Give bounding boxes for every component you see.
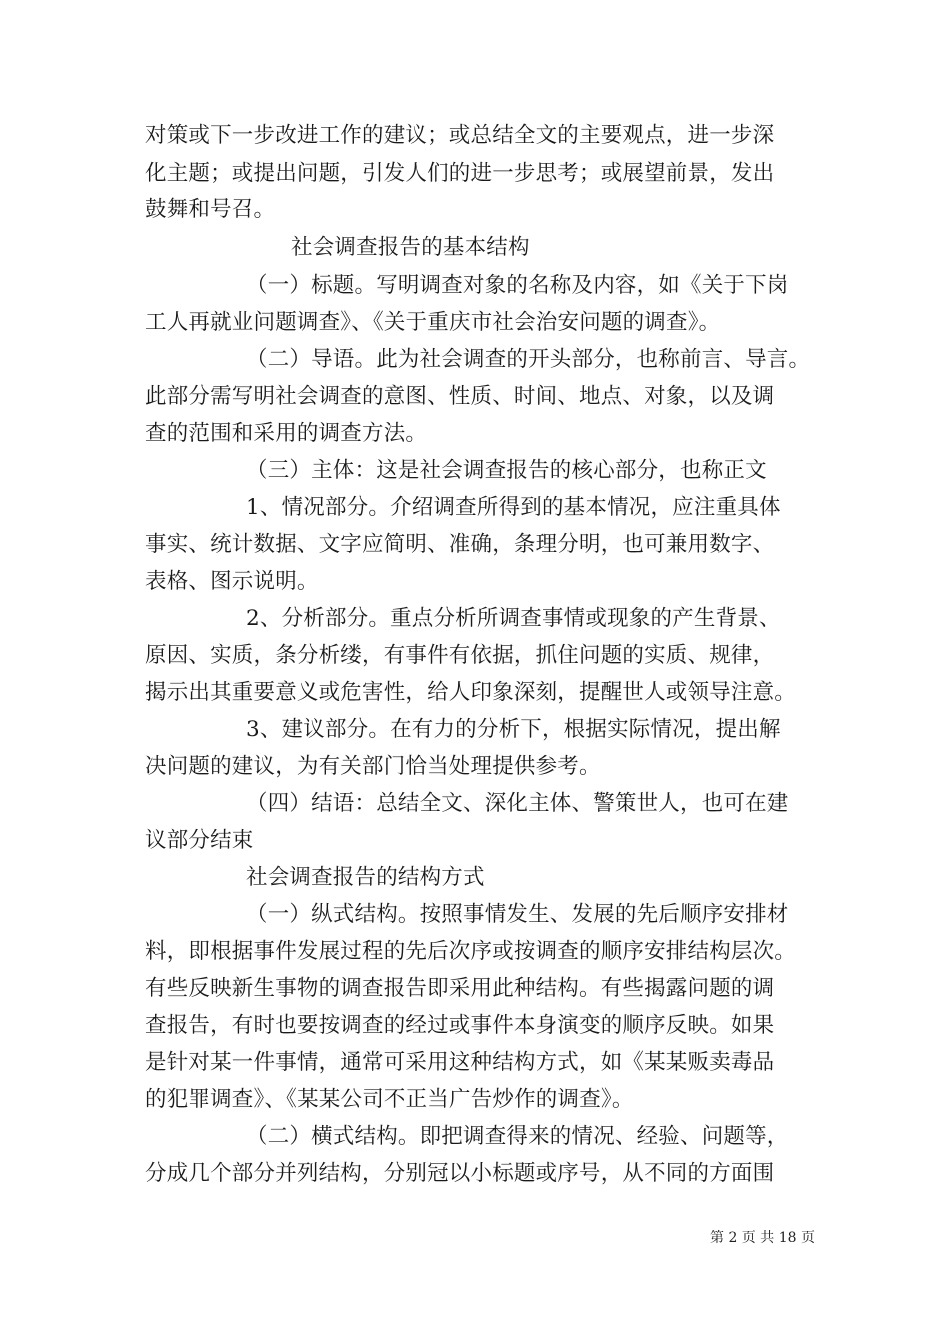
- text-line-2: 化主题；或提出问题，引发人们的进一步思考；或展望前景，发出: [145, 161, 775, 186]
- text-line-19: （四）结语：总结全文、深化主体、警策世人，也可在建: [246, 791, 789, 816]
- section-heading-basic-structure: 社会调查报告的基本结构: [291, 235, 530, 260]
- text-line-27: 的犯罪调查》、《某某公司不正当广告炒作的调查》。: [145, 1087, 634, 1112]
- text-line-26: 是针对某一件事情，通常可采用这种结构方式，如《某某贩卖毒品: [145, 1050, 775, 1075]
- text-line-16: 揭示出其重要意义或危害性，给人印象深刻，提醒世人或领导注意。: [145, 680, 797, 705]
- text-line-23: 料，即根据事件发展过程的先后次序或按调查的顺序安排结构层次。: [145, 939, 797, 964]
- text-line-10: （三）主体：这是社会调查报告的核心部分，也称正文: [246, 458, 767, 483]
- page-number-footer: 第 2 页 共 18 页: [710, 1230, 815, 1246]
- text-line-28: （二）横式结构。即把调查得来的情况、经验、问题等，: [246, 1124, 789, 1149]
- text-line-8: 此部分需写明社会调查的意图、性质、时间、地点、对象，以及调: [145, 384, 775, 409]
- text-line-14: 2、分析部分。重点分析所调查事情或现象的产生背景、: [246, 606, 781, 631]
- text-line-17: 3、建议部分。在有力的分析下，根据实际情况，提出解: [246, 717, 781, 742]
- text-line-20: 议部分结束: [145, 828, 254, 853]
- text-line-22: （一）纵式结构。按照事情发生、发展的先后顺序安排材: [246, 902, 789, 927]
- text-line-15: 原因、实质，条分析缕，有事件有依据，抓住问题的实质、规律，: [145, 643, 775, 668]
- text-line-12: 事实、统计数据、文字应简明、准确，条理分明，也可兼用数字、: [145, 532, 775, 557]
- text-line-29: 分成几个部分并列结构，分别冠以小标题或序号，从不同的方面围: [145, 1161, 775, 1186]
- text-line-25: 查报告，有时也要按调查的经过或事件本身演变的顺序反映。如果: [145, 1013, 775, 1038]
- text-line-9: 查的范围和采用的调查方法。: [145, 421, 428, 446]
- text-line-18: 决问题的建议，为有关部门恰当处理提供参考。: [145, 754, 601, 779]
- text-line-11: 1、情况部分。介绍调查所得到的基本情况，应注重具体: [246, 495, 781, 520]
- text-line-5: （一）标题。写明调查对象的名称及内容，如《关于下岗: [246, 273, 789, 298]
- text-line-6: 工人再就业问题调查》、《关于重庆市社会治安问题的调查》。: [145, 310, 721, 335]
- text-line-24: 有些反映新生事物的调查报告即采用此种结构。有些揭露问题的调: [145, 976, 775, 1001]
- text-line-3: 鼓舞和号召。: [145, 197, 276, 222]
- section-heading-structure-methods: 社会调查报告的结构方式: [246, 865, 485, 890]
- text-line-1: 对策或下一步改进工作的建议；或总结全文的主要观点，进一步深: [145, 123, 775, 148]
- text-line-13: 表格、图示说明。: [145, 569, 319, 594]
- text-line-7: （二）导语。此为社会调查的开头部分，也称前言、导言。: [246, 347, 811, 372]
